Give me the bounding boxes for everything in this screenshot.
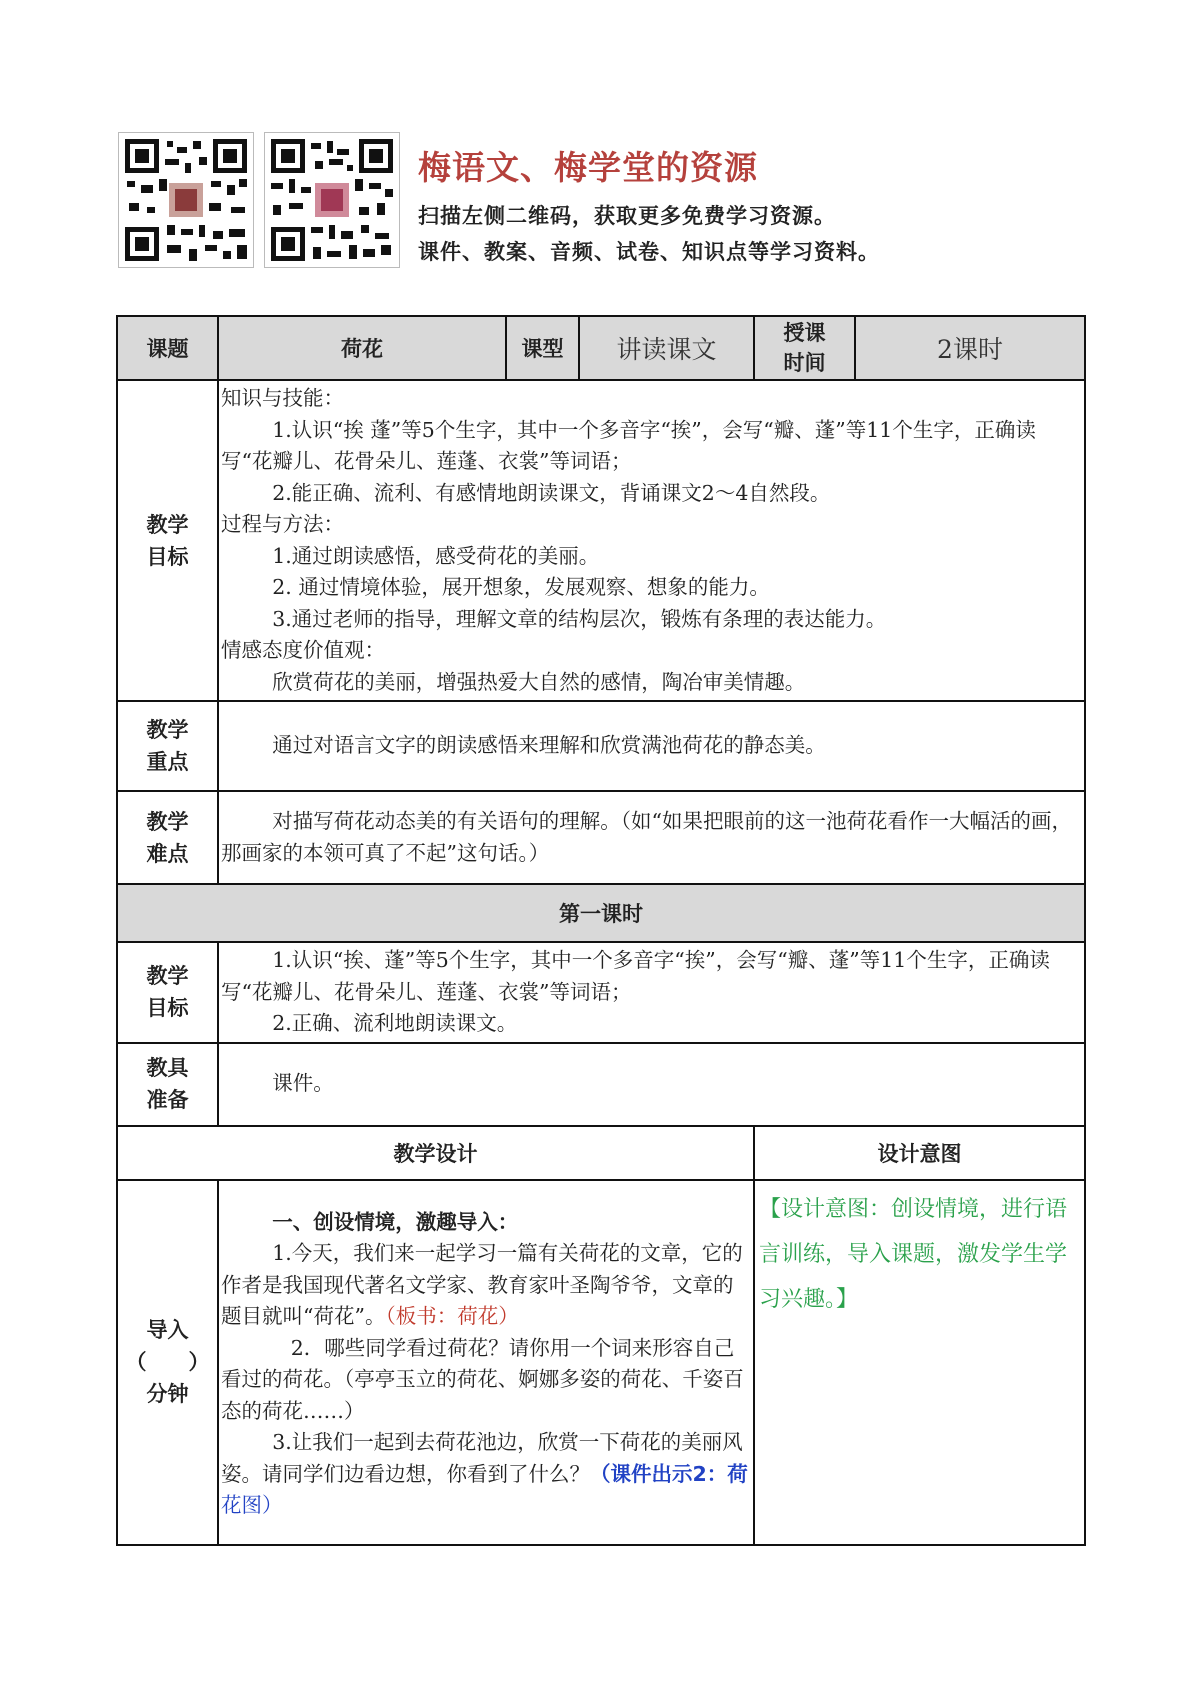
key-points-label: [117, 701, 218, 791]
goals-label-line-1: 教学: [146, 512, 189, 537]
type-label: 课型: [506, 316, 579, 380]
intent-column-header: 设计意图: [754, 1126, 1085, 1180]
goals-line: 情感态度价值观：: [221, 638, 385, 662]
qr-code-right: [264, 132, 400, 268]
lesson1-goals-label-line-1: 教学: [146, 964, 189, 989]
goals-line: 1.认识“挨 蓬”等5个生字，其中一个多音字“挨”，会写“瓣、蓬”等11个生字，正确读写“花瓣儿、花骨朵儿、莲蓬、衣裳”等词语；: [221, 417, 1036, 473]
time-value: 2课时: [855, 316, 1085, 380]
goals-line: 过程与方法：: [221, 512, 344, 536]
prep-row: [117, 1043, 1085, 1126]
lesson1-goal-line: 2.正确、流利地朗读课文。: [272, 1011, 518, 1035]
goals-label: [117, 380, 218, 701]
lesson1-goal-line: 1.认识“挨、蓬”等5个生字，其中一个多音字“挨”，会写“瓣、蓬”等11个生字，正确读写“花瓣儿、花骨朵儿、莲蓬、衣裳”等词语；: [221, 948, 1050, 1004]
lesson1-goals-label: [117, 942, 218, 1043]
difficulties-label: [117, 791, 218, 884]
prep-label-line-2: 准备: [146, 1088, 189, 1112]
difficulties-row: [117, 791, 1085, 884]
design-header-row: [117, 1126, 1085, 1180]
time-label-line-2: 时间: [783, 351, 826, 375]
blackboard-note: （板书：荷花）: [385, 1304, 519, 1328]
header-row: [117, 316, 1085, 380]
goals-line: 2. 通过情境体验，展开想象，发展观察、想象的能力。: [272, 575, 770, 599]
key-points-text: 通过对语言文字的朗读感悟来理解和欣赏满池荷花的静态美。: [218, 701, 1085, 791]
intro-heading: 一、创设情境，激趣导入：: [272, 1209, 519, 1234]
banner-subtitle-1: 扫描左侧二维码，获取更多免费学习资源。: [418, 204, 836, 228]
goals-line: 1.通过朗读感悟，感受荷花的美丽。: [272, 543, 600, 568]
intro-stage-label-line-3: 分钟: [146, 1382, 189, 1406]
goals-line: 2.能正确、流利、有感情地朗读课文，背诵课文2～4自然段。: [272, 480, 831, 505]
intro-paragraph-3: [221, 1427, 751, 1522]
intro-paragraph-2: 2．哪些同学看过荷花？请你用一个词来形容自己看过的荷花。（亭亭玉立的荷花、婀娜多姿的荷花、千姿百态的荷花……）: [221, 1335, 744, 1423]
type-value: 讲读课文: [579, 316, 754, 380]
lesson1-title-row: [117, 884, 1085, 942]
key-points-label-line-1: 教学: [146, 718, 189, 742]
key-points-row: [117, 701, 1085, 791]
prep-label: [117, 1043, 218, 1126]
prep-label-line-1: 教具: [146, 1056, 189, 1080]
topic-label: 课题: [117, 316, 218, 380]
courseware-note: （课件出示2：荷: [590, 1461, 748, 1486]
goals-label-line-2: 目标: [146, 544, 189, 569]
design-column-header: 教学设计: [117, 1126, 754, 1180]
key-points-label-line-2: 重点: [146, 750, 189, 774]
goals-line: 3.通过老师的指导，理解文章的结构层次，锻炼有条理的表达能力。: [272, 606, 887, 631]
goals-content: [218, 380, 1085, 701]
difficulties-label-line-2: 难点: [146, 841, 189, 866]
header-banner: [118, 132, 958, 272]
intro-p3-text: 3.让我们一起到去荷花池边，欣赏一下荷花的美丽风姿。请同学们边看边想，你看到了什么？: [221, 1430, 743, 1486]
time-label-line-1: 授课: [783, 321, 826, 345]
intro-stage-label: [117, 1180, 218, 1545]
intro-row: [117, 1180, 1085, 1545]
lesson1-goals-content: [218, 942, 1085, 1043]
qr-code-left: [118, 132, 254, 268]
goals-row: [117, 380, 1085, 701]
banner-title: 梅语文、梅学堂的资源: [418, 148, 758, 187]
lesson-plan-table: [116, 315, 1086, 1546]
intro-paragraph-1: [221, 1238, 751, 1333]
goals-line: 知识与技能：: [221, 386, 344, 410]
lesson1-goals-label-line-2: 目标: [146, 996, 189, 1021]
topic-value: 荷花: [218, 316, 506, 380]
intro-stage-label-line-1: 导入: [146, 1318, 189, 1342]
banner-subtitle-2: 课件、教案、音频、试卷、知识点等学习资料。: [418, 240, 880, 264]
goals-line: 欣赏荷花的美丽，增强热爱大自然的感情，陶冶审美情趣。: [272, 669, 806, 694]
time-label: [754, 316, 855, 380]
difficulties-label-line-1: 教学: [146, 809, 189, 834]
difficulties-text: 对描写荷花动态美的有关语句的理解。（如“如果把眼前的这一池荷花看作一大幅活的画，那画家的本领可真了不起”这句话。）: [218, 791, 1085, 884]
intro-p1-text: 1.今天，我们来一起学习一篇有关荷花的文章，它的作者是我国现代著名文学家、教育家叶圣陶爷爷，文章的题目就叫“荷花”。: [221, 1241, 743, 1328]
intro-content: [218, 1180, 754, 1545]
courseware-note-end: 花图）: [221, 1493, 283, 1517]
lesson1-title: 第一课时: [117, 884, 1085, 942]
intro-stage-label-line-2: （ ）: [125, 1350, 210, 1374]
lesson1-goals-row: [117, 942, 1085, 1043]
design-intent-text: 【设计意图：创设情境，进行语言训练，导入课题，激发学生学习兴趣。】: [754, 1180, 1085, 1545]
prep-text: 课件。: [218, 1043, 1085, 1126]
